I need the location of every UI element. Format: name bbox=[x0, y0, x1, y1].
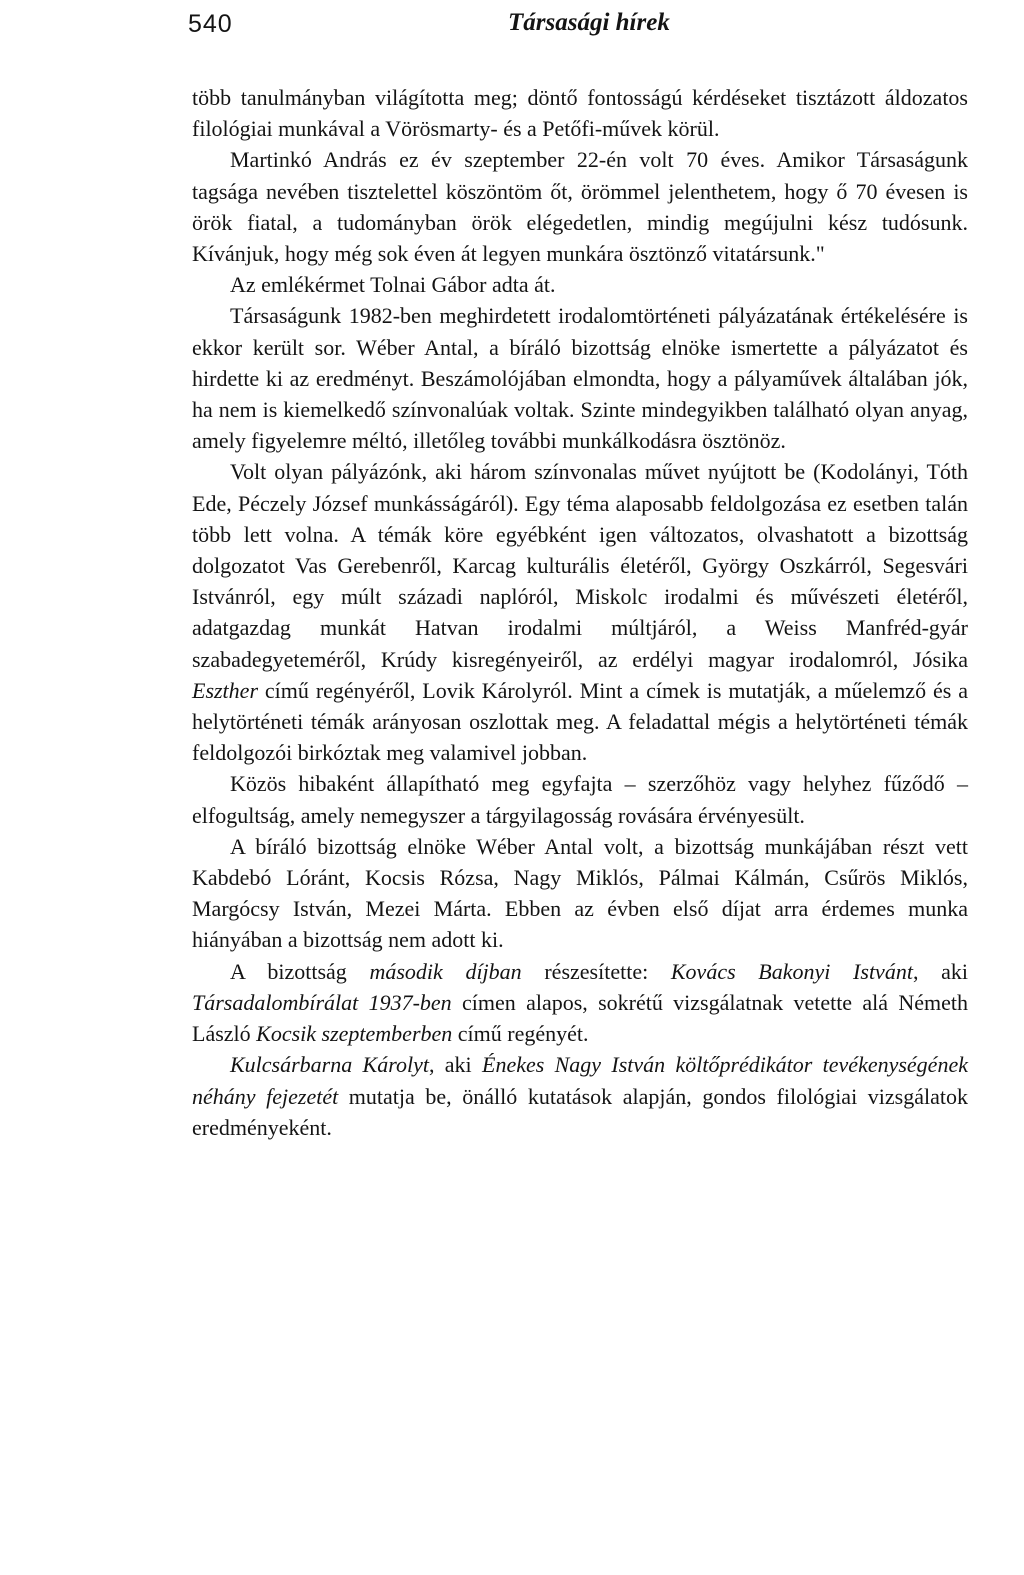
paragraph bbox=[192, 831, 968, 956]
text-run: Martinkó András ez év szeptember 22-én volt 70 éves. Amikor Társaságunk tagsága nevében tisztelettel köszöntöm őt, örömmel jelenthetem, hogy ő 70 évesen is örök fiatal, a tudományban örök elégedetlen, mindig megújulni kész tudósunk. Kívánjuk, hogy még sok éven át legyen munkára ösztönző vitatársunk." bbox=[192, 147, 968, 267]
paragraph bbox=[192, 1049, 968, 1143]
italic-text-run: Kovács Bakonyi Istvánt bbox=[670, 958, 913, 984]
paragraph bbox=[192, 82, 968, 144]
text-run: Volt olyan pályázónk, aki három színvonalas művet nyújtott be (Kodolányi, Tóth Ede, Péczely József munkásságáról). Egy téma alaposabb feldolgozása ez esetben talán több lett volna. A témák köre egyébként igen változatos, olvashatott a bizottság dolgozatot Vas Gerebenről, Karcag kulturális életéről, György Oszkárról, Segesvári Istvánról, egy múlt századi naplóról, Miskolc irodalmi és művészeti életéről, adatgazdag munkát Hatvan irodalmi múltjáról, a Weiss Manfréd-gyár szabadegyeteméről, Krúdy kisregényeiről, az erdélyi magyar irodalomról, Jósika bbox=[192, 459, 968, 672]
text-run: részesítette: bbox=[521, 958, 671, 984]
italic-text-run: Eszther bbox=[192, 677, 258, 703]
journal-title: Társasági hírek bbox=[508, 9, 670, 36]
text-run: Az emlékérmet Tolnai Gábor adta át. bbox=[230, 272, 556, 298]
paragraph bbox=[192, 768, 968, 830]
text-run: A bíráló bizottság elnöke Wéber Antal volt, a bizottság munkájában részt vett Kabdebó Lóránt, Kocsis Rózsa, Nagy Miklós, Pálmai Kálmán, Csűrös Miklós, Margócsy István, Mezei Márta. Ebben az évben első díjat arra érdemes munka hiányában a bizottság nem adott ki. bbox=[192, 833, 968, 953]
paragraph bbox=[192, 144, 968, 269]
italic-text-run: Társadalombírálat 1937-ben bbox=[192, 989, 452, 1015]
text-run: mutatja be, önálló kutatások alapján, gondos filológiai vizsgálatok eredményeként. bbox=[192, 1083, 968, 1140]
text-run: több tanulmányban világította meg; döntő fontosságú kérdéseket tisztázott áldozatos filológiai munkával a Vörösmarty- és a Petőfi-művek körül. bbox=[192, 85, 968, 142]
text-run: , aki bbox=[912, 958, 968, 984]
text-run: , aki bbox=[428, 1052, 482, 1078]
paragraph bbox=[192, 300, 968, 456]
paragraph bbox=[192, 269, 968, 300]
page-number: 540 bbox=[188, 10, 233, 38]
italic-text-run: Kulcsárbarna Károlyt bbox=[230, 1052, 429, 1078]
paragraph bbox=[192, 956, 968, 1050]
italic-text-run: Énekes Nagy István költőprédikátor tevékenységének néhány fejezetét bbox=[192, 1052, 968, 1109]
paragraph bbox=[192, 456, 968, 768]
text-run: című regényéről, Lovik Károlyról. Mint a címek is mutatják, a műelemző és a helytörténeti témák arányosan oszlottak meg. A feladattal mégis a helytörténeti témák feldolgozói birkóztak meg valamivel jobban. bbox=[192, 677, 968, 766]
text-run: A bizottság bbox=[230, 958, 370, 984]
text-run: Társaságunk 1982-ben meghirdetett irodalomtörténeti pályázatának értékelésére is ekkor került sor. Wéber Antal, a bíráló bizottság elnöke ismertette a pályázatot és hirdette ki az eredményt. Beszámolójában elmondta, hogy a pályaművek általában jók, ha nem is kiemelkedő színvonalúak voltak. Szinte mindegyikben található olyan anyag, amely figyelemre méltó, illetőleg további munkálkodásra ösztönöz. bbox=[192, 303, 968, 454]
text-run: Közös hibaként állapítható meg egyfajta – szerzőhöz vagy helyhez fűződő – elfogultság, amely nemegyszer a tárgyilagosság rovására érvényesült. bbox=[192, 771, 968, 828]
article-body bbox=[192, 82, 968, 1143]
italic-text-run: második díjban bbox=[369, 958, 522, 984]
running-head bbox=[188, 10, 968, 46]
text-run: címen alapos, sokrétű vizsgálatnak vetette alá Németh László bbox=[192, 989, 968, 1047]
text-run: című regényét. bbox=[452, 1021, 589, 1047]
italic-text-run: Kocsik szeptemberben bbox=[256, 1021, 453, 1047]
